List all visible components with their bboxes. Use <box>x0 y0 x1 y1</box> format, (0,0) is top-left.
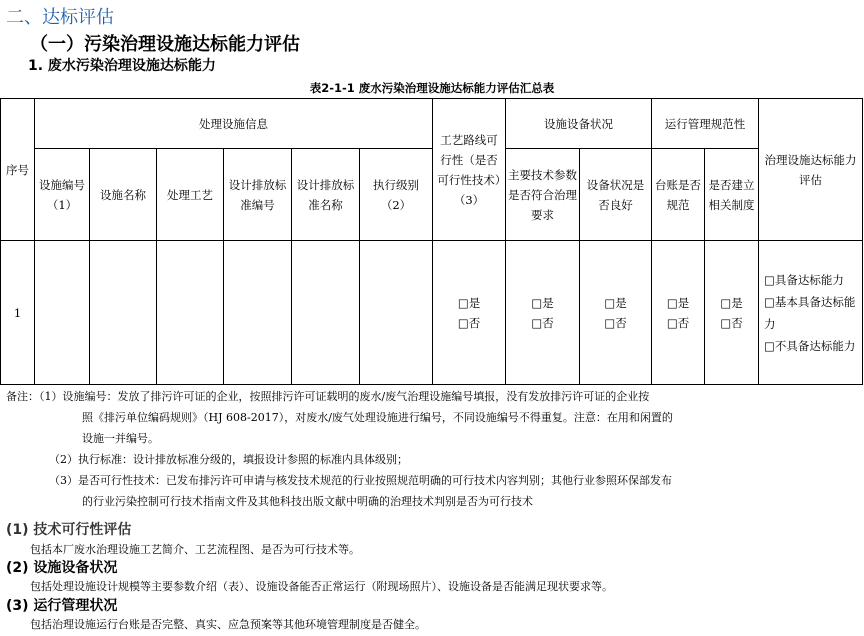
header-system: 是否建立相关制度 <box>705 149 759 241</box>
checkbox-system-no[interactable]: □否 <box>720 315 743 330</box>
cell-facility-no[interactable] <box>35 241 90 385</box>
header-equipment-status: 设施设备状况 <box>506 99 652 149</box>
note-line: （3）是否可行性技术：已发布排污许可申请与核发技术规范的行业按照规范明确的可行技术内容判别；其他行业参照环保部发布 <box>49 474 672 487</box>
cell-exec-level[interactable] <box>360 241 433 385</box>
subsection-body: 包括本厂废水治理设施工艺简介、工艺流程图、是否为可行技术等。 <box>30 543 360 556</box>
header-feasibility: 工艺路线可行性（是否可行性技术）（3） <box>433 99 506 241</box>
checkbox-params-yes[interactable]: □是 <box>531 295 554 310</box>
header-facility-info: 处理设施信息 <box>35 99 433 149</box>
checkbox-feasibility-no[interactable]: □否 <box>457 315 481 330</box>
header-management: 运行管理规范性 <box>652 99 759 149</box>
cell-process[interactable] <box>157 241 224 385</box>
table-caption: 表2-1-1 废水污染治理设施达标能力评估汇总表 <box>309 81 555 95</box>
header-ledger: 台账是否规范 <box>652 149 705 241</box>
cell-feasibility <box>433 241 506 385</box>
section-heading-4: 1. 废水污染治理设施达标能力 <box>28 58 216 74</box>
checkbox-ledger-no[interactable]: □否 <box>666 315 690 330</box>
cell-main-params <box>506 241 580 385</box>
checkbox-basically-capable[interactable]: □基本具备达标能力 <box>764 294 856 331</box>
header-equip-condition: 设备状况是否良好 <box>580 149 652 241</box>
header-facility-name: 设施名称 <box>90 149 157 241</box>
cell-design-std-no[interactable] <box>224 241 292 385</box>
header-design-std-name: 设计排放标准名称 <box>292 149 360 241</box>
checkbox-ledger-yes[interactable]: □是 <box>666 295 690 310</box>
section-heading-2: 二、达标评估 <box>6 7 114 28</box>
note-line: 备注：（1）设施编号：发放了排污许可证的企业，按照排污许可证载明的废水/废气治理设施编号填报，没有发放排污许可证的企业按 <box>6 390 650 403</box>
checkbox-capable[interactable]: □具备达标能力 <box>764 272 844 287</box>
cell-design-std-name[interactable] <box>292 241 360 385</box>
checkbox-equip-no[interactable]: □否 <box>604 315 627 330</box>
subsection-body: 包括治理设施运行台账是否完整、真实、应急预案等其他环境管理制度是否健全。 <box>30 618 426 631</box>
note-line: 设施一并编号。 <box>82 432 159 445</box>
cell-ledger <box>652 241 705 385</box>
header-exec-level: 执行级别（2） <box>360 149 433 241</box>
header-seq: 序号 <box>1 99 35 241</box>
cell-equip-condition <box>580 241 652 385</box>
note-line: 的行业污染控制可行技术指南文件及其他科技出版文献中明确的治理技术判别是否为可行技术 <box>82 495 533 508</box>
cell-capability <box>759 241 863 385</box>
checkbox-system-yes[interactable]: □是 <box>720 295 743 310</box>
note-line: 照《排污单位编码规则》（HJ 608-2017），对废水/废气处理设施进行编号，不同设施编号不得重复。注意：在用和闲置的 <box>82 411 673 424</box>
header-capability: 治理设施达标能力评估 <box>759 99 863 241</box>
checkbox-not-capable[interactable]: □不具备达标能力 <box>764 338 856 353</box>
checkbox-equip-yes[interactable]: □是 <box>604 295 627 310</box>
header-design-std-no: 设计排放标准编号 <box>224 149 292 241</box>
subsection-title: (2) 设施设备状况 <box>6 560 118 576</box>
subsection-title: (3) 运行管理状况 <box>6 598 118 614</box>
evaluation-table <box>0 98 863 385</box>
checkbox-feasibility-yes[interactable]: □是 <box>457 295 481 310</box>
subsection-title: (1) 技术可行性评估 <box>6 522 132 538</box>
header-facility-no: 设施编号（1） <box>35 149 90 241</box>
table-row <box>1 241 863 385</box>
header-process: 处理工艺 <box>157 149 224 241</box>
header-main-params: 主要技术参数是否符合治理要求 <box>506 149 580 241</box>
subsection-body: 包括处理设施设计规模等主要参数介绍（表）、设施设备能否正常运行（附现场照片）、设施设备是否能满足现状要求等。 <box>30 580 613 593</box>
note-line: （2）执行标准：设计排放标准分级的，填报设计参照的标准内具体级别； <box>49 453 408 466</box>
cell-facility-name[interactable] <box>90 241 157 385</box>
row-seq: 1 <box>1 241 35 385</box>
section-heading-3: （一）污染治理设施达标能力评估 <box>30 34 300 55</box>
checkbox-params-no[interactable]: □否 <box>531 315 554 330</box>
cell-system <box>705 241 759 385</box>
